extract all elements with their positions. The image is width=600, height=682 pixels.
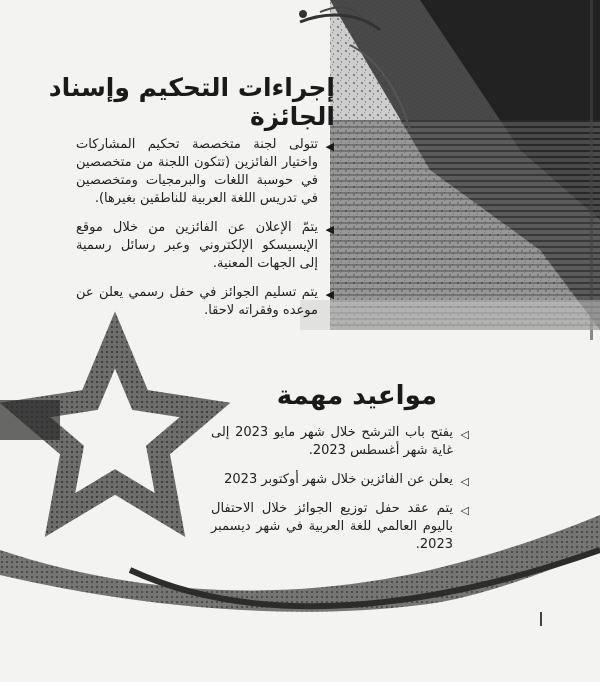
arrow-left-icon: ◀ <box>325 140 334 153</box>
list-item <box>76 284 334 320</box>
section1-list <box>76 136 334 331</box>
list-item-text: يتمّ الإعلان عن الفائزين من خلال موقع الإيسيسكو الإلكتروني وعبر رسائل رسمية إلى الجهات المعنية. <box>76 220 318 271</box>
list-item <box>76 136 334 208</box>
arrow-left-icon: ◀ <box>325 288 334 301</box>
section2-list <box>211 424 469 565</box>
triangle-left-icon: ◁ <box>460 475 469 488</box>
triangle-left-icon: ◁ <box>460 428 469 441</box>
list-item <box>211 424 469 460</box>
list-item <box>211 471 469 489</box>
list-item-text: يتم عقد حفل توزيع الجوائز خلال الاحتفال باليوم العالمي للغة العربية في شهر ديسمبر 2023. <box>211 501 453 552</box>
list-item <box>211 500 469 554</box>
list-item-text: يتم تسليم الجوائز في حفل رسمي يعلن عن موعده وفقراته لاحقا. <box>76 285 318 318</box>
section1-title: إجراءات التحكيم وإسناد الجائزة <box>48 73 335 131</box>
arrow-left-icon: ◀ <box>325 223 334 236</box>
scan-mark <box>540 612 542 626</box>
triangle-left-icon: ◁ <box>460 504 469 517</box>
section2-title: مواعيد مهمة <box>276 381 437 411</box>
list-item-text: يفتح باب الترشح خلال شهر مايو 2023 إلى غاية شهر أغسطس 2023. <box>211 425 453 458</box>
list-item-text: يعلن عن الفائزين خلال شهر أوكتوبر 2023 <box>224 472 453 487</box>
list-item-text: تتولى لجنة متخصصة تحكيم المشاركات واختيار الفائزين (تتكون اللجنة من متخصصين في حوسبة اللغات والبرمجيات ومتخصصين في تدريس اللغة العربية للناطقين بغيرها). <box>76 137 318 206</box>
list-item <box>76 219 334 273</box>
